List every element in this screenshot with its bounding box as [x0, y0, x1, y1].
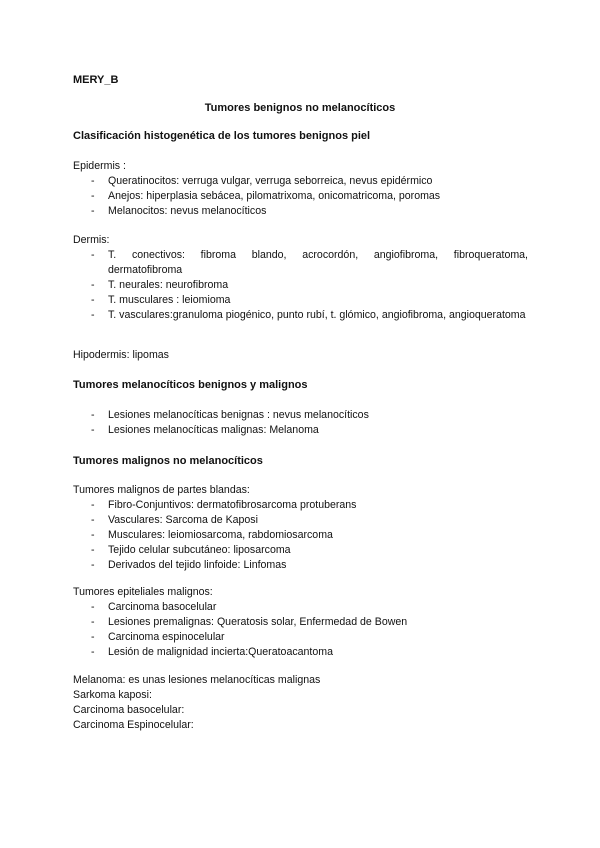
notes-block — [73, 673, 528, 733]
epiteliales-label: Tumores epiteliales malignos: — [73, 586, 213, 598]
list-item: - Lesiones premalignas: Queratosis solar, Enfermedad de Bowen — [73, 615, 528, 630]
list-item: - Queratinocitos: verruga vulgar, verruga seborreica, nevus epidérmico — [73, 174, 528, 189]
list-item: - Fibro-Conjuntivos: dermatofibrosarcoma protuberans — [73, 498, 528, 513]
list-item: - Carcinoma basocelular — [73, 600, 528, 615]
section-heading-histogenetica: Clasificación histogenética de los tumores benignos piel — [73, 130, 371, 142]
author-label: MERY_B — [73, 74, 119, 86]
hipodermis-text: Hipodermis: lipomas — [73, 349, 169, 361]
epiteliales-list — [73, 600, 528, 660]
list-item: - Lesión de malignidad incierta:Queratoacantoma — [73, 645, 528, 660]
list-item: - Lesiones melanocíticas benignas : nevus melanocíticos — [73, 408, 528, 423]
list-item: - Vasculares: Sarcoma de Kaposi — [73, 513, 528, 528]
note-line: Carcinoma basocelular: — [73, 704, 185, 716]
list-item: - Lesiones melanocíticas malignas: Melanoma — [73, 423, 528, 438]
list-item: - T. neurales: neurofibroma — [73, 278, 528, 293]
note-line: Melanoma: es unas lesiones melanocíticas malignas — [73, 674, 321, 686]
list-item: - T. vasculares:granuloma piogénico, punto rubí, t. glómico, angiofibroma, angioqueratoma — [73, 308, 528, 323]
list-item: - Melanocitos: nevus melanocíticos — [73, 204, 528, 219]
epidermis-label: Epidermis : — [73, 160, 126, 172]
list-item: - T. conectivos: fibroma blando, acrocordón, angiofibroma, fibroqueratoma, dermatofibroma — [73, 248, 528, 278]
dermis-list — [73, 248, 528, 323]
partes-blandas-label: Tumores malignos de partes blandas: — [73, 484, 250, 496]
section-heading-malignos: Tumores malignos no melanocíticos — [73, 455, 263, 467]
dermis-label: Dermis: — [73, 234, 110, 246]
list-item: - Tejido celular subcutáneo: liposarcoma — [73, 543, 528, 558]
list-item: - T. musculares : leiomioma — [73, 293, 528, 308]
list-item: - Musculares: leiomiosarcoma, rabdomiosarcoma — [73, 528, 528, 543]
page-title: Tumores benignos no melanocíticos — [204, 102, 396, 114]
note-line: Sarkoma kaposi: — [73, 689, 152, 701]
melanociticos-list — [73, 408, 528, 438]
list-item: - Carcinoma espinocelular — [73, 630, 528, 645]
epidermis-list — [73, 174, 528, 219]
section-heading-melanociticos: Tumores melanocíticos benignos y malignos — [73, 379, 308, 391]
partes-blandas-list — [73, 498, 528, 573]
list-item: - Anejos: hiperplasia sebácea, pilomatrixoma, onicomatricoma, poromas — [73, 189, 528, 204]
list-item: - Derivados del tejido linfoide: Linfomas — [73, 558, 528, 573]
note-line: Carcinoma Espinocelular: — [73, 719, 194, 731]
